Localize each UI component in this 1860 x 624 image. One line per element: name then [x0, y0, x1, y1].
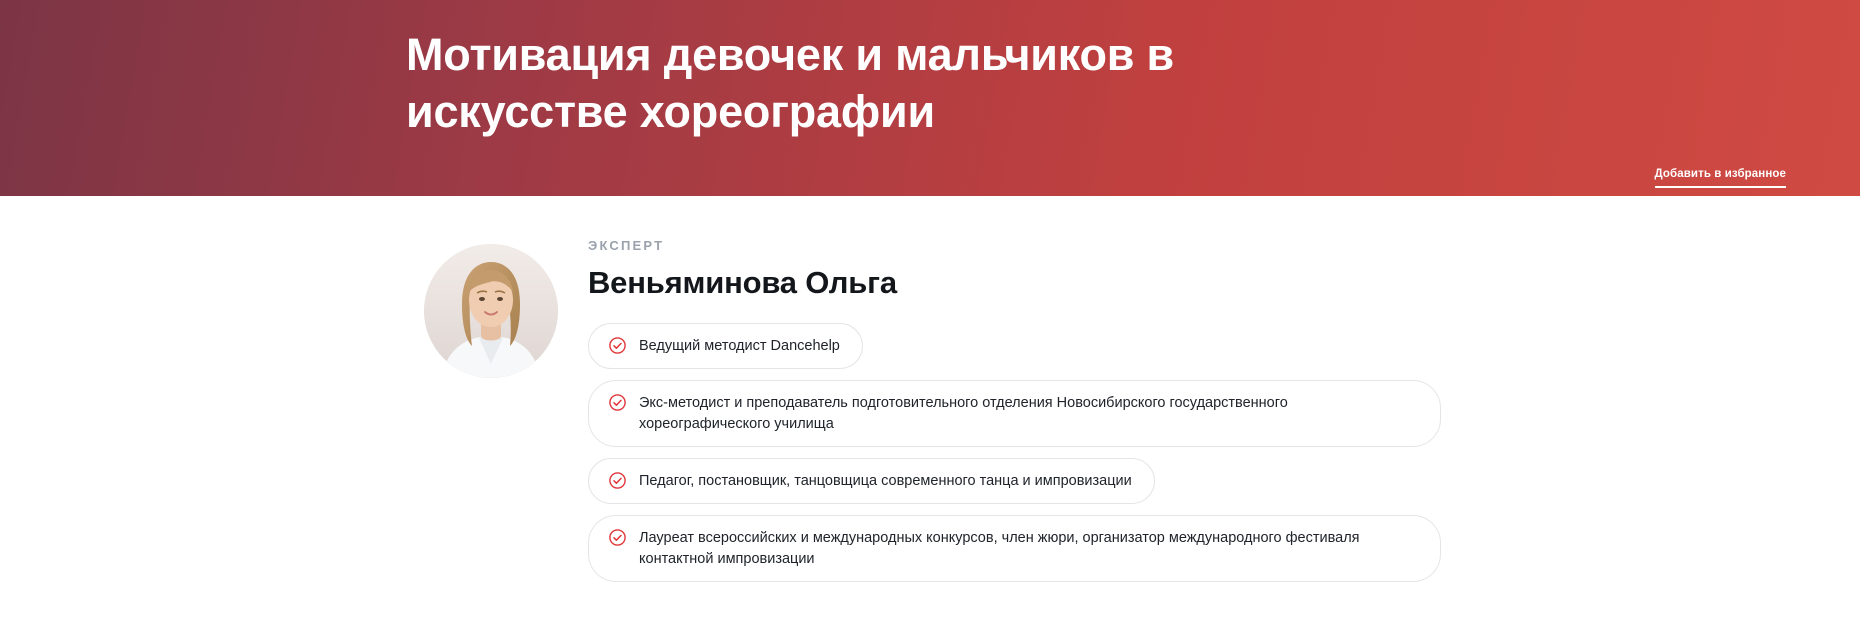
- add-to-favorites-button[interactable]: Добавить в избранное: [1655, 168, 1787, 188]
- credential-item: [588, 458, 1155, 504]
- credential-item: [588, 380, 1441, 447]
- expert-section: [0, 196, 1860, 624]
- credential-item: [588, 323, 863, 369]
- expert-kicker: ЭКСПЕРТ: [588, 238, 665, 253]
- expert-details: [588, 238, 1468, 593]
- check-circle-icon: [609, 472, 626, 489]
- credential-item: [588, 515, 1441, 582]
- avatar-photo: [424, 244, 558, 378]
- credential-text: Экс-методист и преподаватель подготовительного отделения Новосибирского государственного хореографического училища: [639, 395, 1288, 432]
- check-circle-icon: [609, 529, 626, 546]
- credential-text: Лауреат всероссийских и международных конкурсов, член жюри, организатор международного фестиваля контактной импровизации: [639, 530, 1360, 567]
- hero-content: [406, 0, 1466, 196]
- hero-banner: [0, 0, 1860, 196]
- credential-text: Ведущий методист Dancehelp: [639, 338, 840, 354]
- check-circle-icon: [609, 337, 626, 354]
- favorite-action: [1655, 164, 1787, 188]
- check-circle-icon: [609, 394, 626, 411]
- avatar: [424, 244, 558, 378]
- credential-text: Педагог, постановщик, танцовщица современного танца и импровизации: [639, 473, 1132, 489]
- page-title: Мотивация девочек и мальчиков в искусстве хореографии: [406, 29, 1174, 138]
- expert-name: Веньяминова Ольга: [588, 265, 897, 300]
